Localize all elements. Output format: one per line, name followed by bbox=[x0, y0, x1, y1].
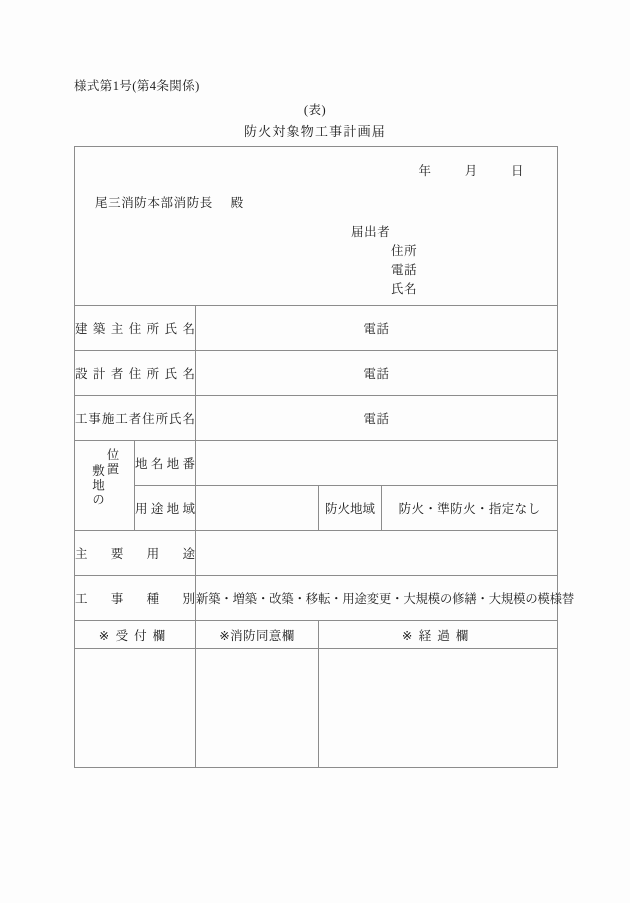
site-youto-value[interactable] bbox=[196, 486, 319, 531]
designer-label: 設計者住所氏名 bbox=[75, 351, 196, 396]
work-type-label: 工事種別 bbox=[75, 576, 196, 621]
table-row-site-chiban bbox=[75, 441, 558, 486]
reception-column-value[interactable] bbox=[75, 649, 196, 768]
table-row-work-type bbox=[75, 576, 558, 621]
site-youto-label: 用途地域 bbox=[135, 486, 196, 531]
date-day-label[interactable]: 日 bbox=[511, 164, 525, 178]
table-row-main-use bbox=[75, 531, 558, 576]
site-chiban-value[interactable] bbox=[196, 441, 558, 486]
work-type-options[interactable]: 新築・増築・改築・移転・用途変更・大規模の修繕・大規模の模様替 bbox=[196, 576, 558, 621]
addressee-name: 尾三消防本部消防長 bbox=[95, 196, 213, 210]
consent-column-header bbox=[196, 621, 319, 649]
table-row-site-youto bbox=[75, 486, 558, 531]
designer-tel-label[interactable]: 電話 bbox=[363, 367, 390, 381]
main-use-value[interactable] bbox=[196, 531, 558, 576]
notification-form-table bbox=[74, 146, 575, 768]
table-row-contractor bbox=[75, 396, 558, 441]
form-side-mark: (表) bbox=[303, 103, 327, 117]
reception-mark: ※ bbox=[98, 628, 110, 643]
addressee-line bbox=[95, 193, 244, 211]
submitter-phone-label[interactable]: 電話 bbox=[391, 263, 418, 277]
fire-zone-options[interactable]: 防火・準防火・指定なし bbox=[382, 486, 558, 531]
date-year-label[interactable]: 年 bbox=[418, 164, 432, 178]
site-position-label bbox=[75, 441, 135, 531]
table-row-designer bbox=[75, 351, 558, 396]
reception-column-header bbox=[75, 621, 196, 649]
progress-column-value[interactable] bbox=[319, 649, 558, 768]
site-position-label-right: 位置 bbox=[105, 448, 119, 477]
reception-label: 受付欄 bbox=[115, 628, 172, 643]
table-row-office-use-blanks bbox=[75, 649, 558, 768]
page-title: 防火対象物工事計画届 bbox=[243, 124, 386, 139]
submitter-block bbox=[351, 223, 417, 299]
building-owner-label: 建築主住所氏名 bbox=[75, 306, 196, 351]
addressee-submitter-cell bbox=[75, 147, 558, 306]
progress-label: 経過欄 bbox=[418, 628, 475, 643]
table-row-building-owner bbox=[75, 306, 558, 351]
designer-value[interactable] bbox=[196, 351, 558, 396]
table-row-header-block bbox=[75, 147, 558, 306]
contractor-tel-label[interactable]: 電話 bbox=[363, 412, 390, 426]
site-position-label-left: 敷地の bbox=[90, 464, 105, 508]
date-line bbox=[419, 161, 525, 179]
progress-column-header bbox=[319, 621, 558, 649]
building-owner-value[interactable] bbox=[196, 306, 558, 351]
addressee-honorific: 殿 bbox=[230, 196, 244, 210]
consent-mark: ※ bbox=[219, 628, 231, 643]
date-month-label[interactable]: 月 bbox=[464, 164, 478, 178]
main-use-label: 主要用途 bbox=[75, 531, 196, 576]
submitter-label: 届出者 bbox=[351, 225, 391, 239]
table-row-office-use-headers bbox=[75, 621, 558, 649]
submitter-name-label[interactable]: 氏名 bbox=[391, 282, 418, 296]
progress-mark: ※ bbox=[401, 628, 413, 643]
consent-label: 消防同意欄 bbox=[230, 628, 295, 643]
contractor-value[interactable] bbox=[196, 396, 558, 441]
submitter-address-label[interactable]: 住所 bbox=[391, 244, 418, 258]
contractor-label: 工事施工者住所氏名 bbox=[75, 396, 196, 441]
site-chiban-label: 地名地番 bbox=[135, 441, 196, 486]
building-owner-tel-label[interactable]: 電話 bbox=[363, 322, 390, 336]
consent-column-value[interactable] bbox=[196, 649, 319, 768]
fire-zone-label: 防火地域 bbox=[319, 486, 382, 531]
form-code-label: 様式第1号(第4条関係) bbox=[74, 79, 200, 93]
